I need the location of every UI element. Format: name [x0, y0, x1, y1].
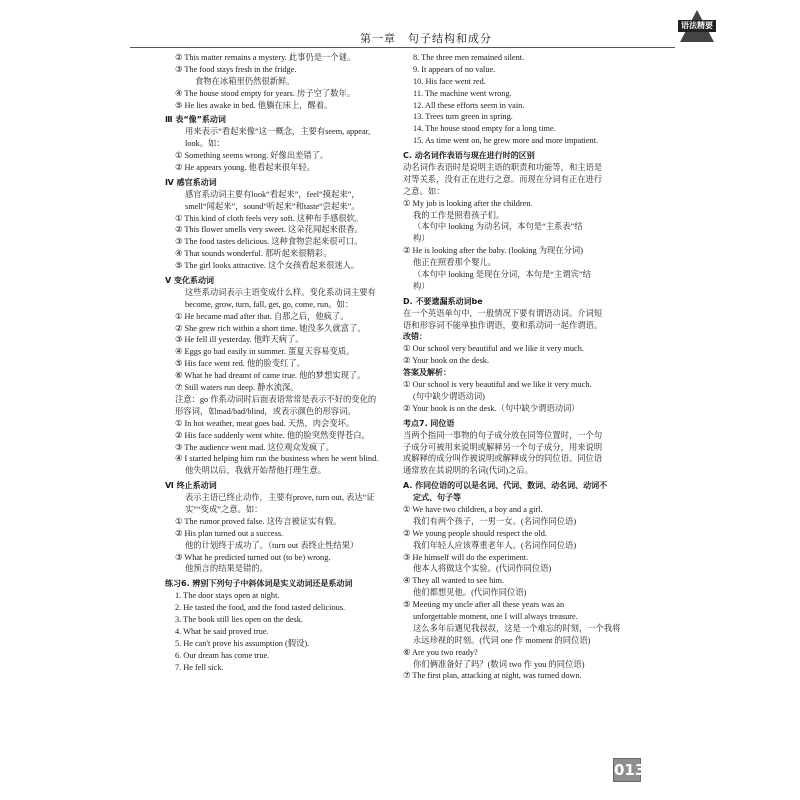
text-line: 通常放在其说明的名词(代词)之后。 — [403, 466, 533, 476]
text-line: become, grow, turn, fall, get, go, come, run。如： — [185, 299, 354, 309]
text-line: 他正在照看那个婴儿。 — [413, 258, 496, 268]
text-line: ⑥ Are you two ready? — [403, 647, 478, 657]
left-column — [165, 52, 395, 673]
text-line: 构） — [413, 281, 430, 291]
text-line: ② Your book is on the desk.（句中缺少谓语动词） — [403, 403, 580, 413]
text-line: ② We young people should respect the old. — [403, 528, 547, 538]
section-heading: 答案及解析： — [403, 368, 451, 378]
text-line: ② Your book on the desk. — [403, 356, 490, 366]
text-line: 1. The door stays open at night. — [175, 591, 280, 601]
text-line: ③ He fell ill yesterday. 他昨天病了。 — [175, 335, 304, 345]
text-line: 7. He fell sick. — [175, 662, 224, 672]
text-line: 4. What he said proved true. — [175, 626, 269, 636]
text-line: ② His face suddenly went white. 他的脸突然变得苍白。 — [175, 430, 370, 440]
text-line: ① Our school is very beautiful and we like it very much. — [403, 380, 592, 390]
text-line: （本句中 looking 为动名词，本句是“主系表”结 — [413, 222, 583, 232]
text-line: 8. The three men remained silent. — [413, 53, 525, 62]
text-line: 10. His face went red. — [413, 76, 486, 86]
text-line: ② He appears young. 他看起来很年轻。 — [175, 163, 315, 173]
text-line: 11. The machine went wrong. — [413, 88, 512, 98]
text-line: look。如： — [185, 139, 225, 149]
text-line: 6. Our dream has come true. — [175, 650, 270, 660]
page-number: 013 — [613, 758, 641, 782]
text-line: 我的工作是照看孩子们。 — [413, 210, 505, 220]
text-line: 在一个英语单句中，一般情况下要有谓语动词。介词短 — [403, 308, 603, 318]
text-line: 永远珍视的时刻。(代词 one 作 moment 的同位语) — [413, 635, 591, 645]
text-line: 之意。如： — [403, 186, 445, 196]
text-line: ② This flower smells very sweet. 这朵花闻起来很香。 — [175, 225, 363, 235]
header-rule — [130, 47, 675, 48]
section-heading: Ⅴ 变化系动词 — [165, 276, 214, 286]
text-line: unforgettable moment, one I will always treasure. — [413, 611, 578, 621]
text-line: 2. He tasted the food, and the food tasted delicious. — [175, 603, 346, 613]
text-line: 这些系动词表示主语变成什么样。变化系动词主要有 — [185, 287, 376, 297]
text-line: ① This kind of cloth feels very soft. 这种布手感很软。 — [175, 213, 364, 223]
section-heading: Ⅲ 表“像”系动词 — [165, 115, 226, 125]
text-line: ⑤ Meeting my uncle after all these years was an — [403, 600, 565, 610]
text-line: 形容词，如mad/bad/blind，或表示颜色的形容词。 — [175, 406, 356, 416]
text-line: 构） — [413, 234, 430, 244]
text-line: ② She grew rich within a short time. 她没多久就富了。 — [175, 323, 366, 333]
section-heading: Ⅳ 感官系动词 — [165, 177, 217, 187]
text-line: 12. All these efforts seem in vain. — [413, 100, 525, 110]
text-line: ① We have two children, a boy and a girl. — [403, 504, 543, 514]
text-line: ② He is looking after the baby. (looking 为现在分词) — [403, 246, 583, 256]
text-line: 当两个指同一事物的句子成分放在同等位置时，一个句 — [403, 430, 603, 440]
text-line: （本句中 looking 是现在分词，本句是“主谓宾”结 — [413, 270, 591, 280]
text-line: ① Something seems wrong. 好像出差错了。 — [175, 151, 329, 161]
text-line: 或解释的成分叫作被说明或解释成分的同位语。同位语 — [403, 454, 603, 464]
text-line: smell“闻起来”，sound“听起来”和taste“尝起来”。 — [185, 201, 360, 211]
text-line: ③ What he predicted turned out (to be) wrong. — [175, 552, 331, 562]
text-line: ① He became mad after that. 自那之后，他疯了。 — [175, 311, 349, 321]
text-line: ⑦ Still waters run deep. 静水流深。 — [175, 383, 299, 393]
text-line: ② This matter remains a mystery. 此事仍是一个谜。 — [175, 53, 356, 62]
section-heading: 改错： — [403, 332, 427, 342]
text-line: 他们都想见他。(代词作同位语) — [413, 588, 527, 598]
text-line: ① In hot weather, meat goes bad. 天热，肉会变坏。 — [175, 418, 355, 428]
text-line: 他预言的结果是错的。 — [185, 564, 268, 574]
text-line: ④ Eggs go bad easily in summer. 蛋夏天容易变质。 — [175, 347, 355, 357]
text-line: 我们有两个孩子，一男一女。(名词作同位语) — [413, 516, 577, 526]
section-heading: C. 动名词作表语与现在进行时的区别 — [403, 151, 535, 161]
text-line: ⑤ He lies awake in bed. 他躺在床上，醒着。 — [175, 100, 333, 110]
text-line: ③ The audience went mad. 这位观众发疯了。 — [175, 442, 334, 452]
text-line: ② His plan turned out a success. — [175, 528, 284, 538]
text-line: 实”“变成”之意。如： — [185, 504, 263, 514]
text-line: 这么多年后遇见我叔叔，这是一个难忘的时刻，一个我将 — [413, 623, 621, 633]
text-line: ① The rumor proved false. 这传言被证实有假。 — [175, 516, 342, 526]
text-line: ① My job is looking after the children. — [403, 198, 533, 208]
text-line: 他本人将做这个实验。(代词作同位语) — [413, 564, 552, 574]
text-line: ③ He himself will do the experiment. — [403, 552, 529, 562]
text-line: 你们俩准备好了吗？(数词 two 作 you 的同位语) — [413, 659, 585, 669]
section-heading: 考点7. 同位语 — [403, 418, 455, 428]
text-line: ⑤ The girl looks attractive. 这个女孩看起来很迷人。 — [175, 261, 360, 271]
text-line: ⑤ His face went red. 他的脸变红了。 — [175, 359, 306, 369]
text-line: ⑦ The first plan, attacking at night, was turned down. — [403, 671, 582, 681]
text-line: ③ The food stays fresh in the fridge. — [175, 64, 297, 74]
text-line: 14. The house stood empty for a long time. — [413, 124, 556, 134]
text-line: 语和形容词不能单独作谓语，要和系动词一起作谓语。 — [403, 320, 603, 330]
logo-text: 语法精要 — [681, 21, 713, 30]
book-logo — [676, 6, 718, 48]
text-line: 13. Trees turn green in spring. — [413, 112, 513, 122]
text-line: (句中缺少谓语动词) — [413, 391, 485, 401]
text-line: 对等关系，没有正在进行之意。而现在分词有正在进行 — [403, 174, 603, 184]
text-line: 他失明以后，我就开始帮他打理生意。 — [185, 466, 327, 476]
text-line: ⑥ What he had dreamt of came true. 他的梦想实现了。 — [175, 371, 366, 381]
text-line: 食物在冰箱里仍然很新鲜。 — [195, 76, 295, 86]
section-heading: A. 作同位语的可以是名词、代词、数词、动名词、动词不 — [403, 481, 608, 491]
text-line: 表示主语已终止动作，主要有prove, turn out, 表达“证 — [185, 493, 375, 503]
text-line: 9. It appears of no value. — [413, 64, 496, 74]
section-heading: Ⅵ 终止系动词 — [165, 481, 217, 491]
text-line: 动名词作表语时是说明主语的职责和功能等，和主语是 — [403, 163, 603, 173]
text-line: 他的计划终于成功了。（turn out 表终止性结果） — [185, 540, 359, 550]
text-line: 感官系动词主要有look“看起来”，feel“摸起来”， — [185, 189, 360, 199]
section-heading: 练习6. 辨别下列句子中斜体词是实义动词还是系动词 — [165, 579, 353, 589]
text-line: 子成分可被用来说明或解释另一个句子成分，用来说明 — [403, 442, 603, 452]
right-column — [403, 52, 633, 682]
text-line: 我们年轻人应该尊重老年人。(名词作同位语) — [413, 540, 577, 550]
text-line: 用来表示“看起来像”这一概念，主要有seem, appear, — [185, 127, 371, 137]
text-line: ④ The house stood empty for years. 房子空了数年。 — [175, 88, 356, 98]
text-line: 注意：go 作系动词时后面表语常常是表示不好的变化的 — [175, 394, 377, 404]
text-line: 5. He can't prove his assumption (假设). — [175, 638, 310, 648]
section-heading: 定式、句子等 — [413, 493, 461, 503]
text-line: 15. As time went on, he grew more and more impatient. — [413, 136, 599, 146]
text-line: ④ I started helping him run the business when he went blind. — [175, 454, 379, 464]
text-line: ① Our school very beautiful and we like it very much. — [403, 344, 584, 354]
section-heading: D. 不要遗漏系动词be — [403, 296, 483, 306]
text-line: 3. The book still lies open on the desk. — [175, 614, 303, 624]
text-line: ④ They all wanted to see him. — [403, 576, 505, 586]
text-line: ③ The food tastes delicious. 这种食物尝起来很可口。 — [175, 237, 363, 247]
chapter-title: 第一章 句子结构和成分 — [360, 32, 492, 45]
text-line: ④ That sounds wonderful. 那听起来很精彩。 — [175, 249, 332, 259]
page-header — [0, 0, 800, 50]
